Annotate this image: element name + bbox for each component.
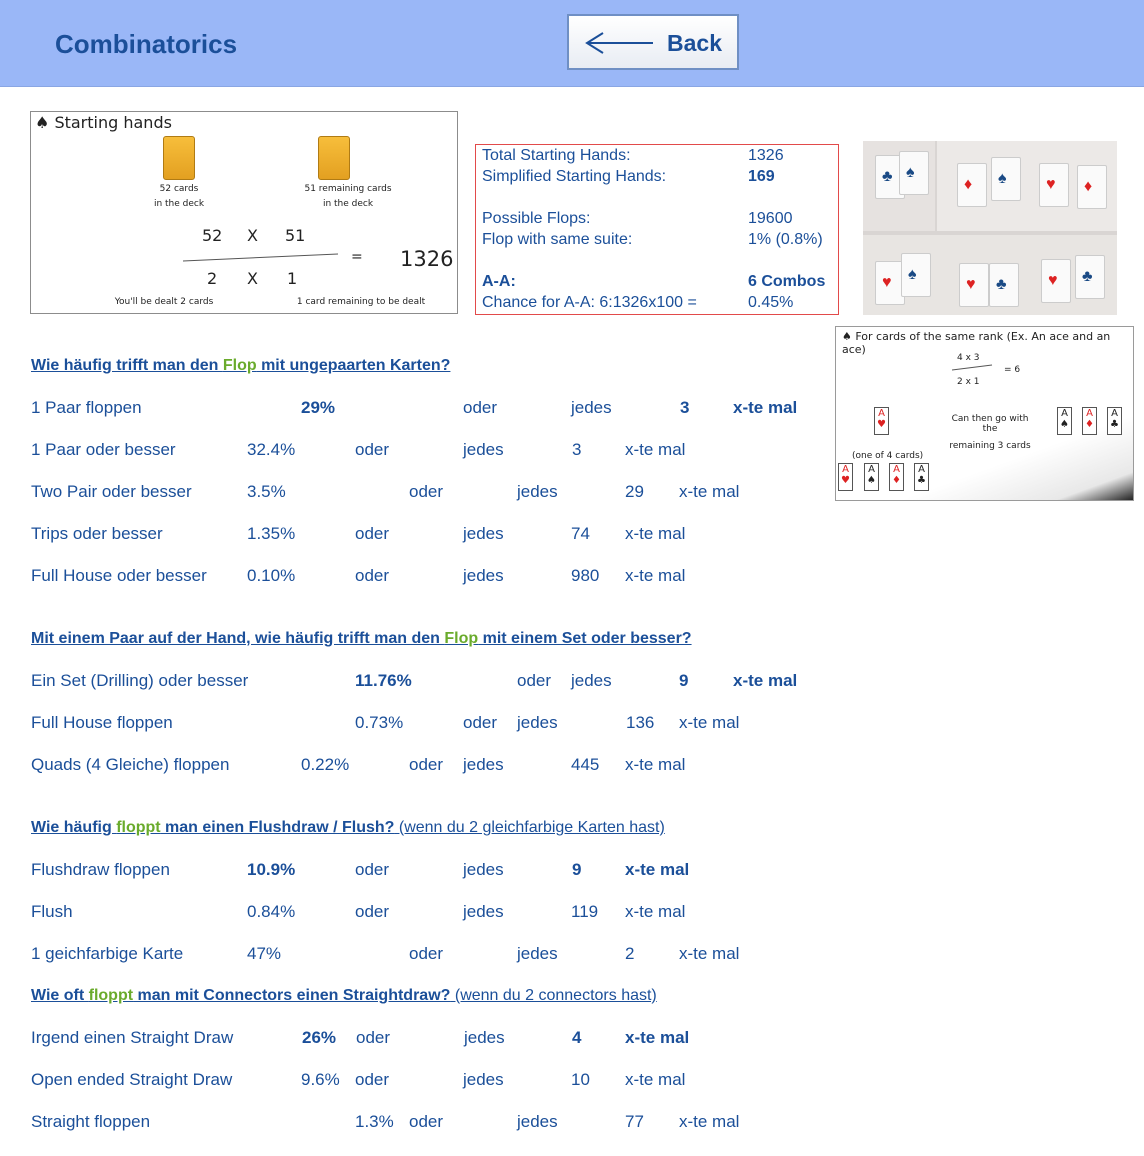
ace-card [1041, 259, 1071, 303]
ace-diamond-card: A ♦ [1082, 407, 1097, 435]
row-percent: 1.35% [247, 524, 296, 543]
row-oder: oder [355, 1070, 390, 1089]
heart-icon: ♥ [841, 475, 850, 486]
row-percent: 9.6% [301, 1070, 340, 1089]
row-label: Flushdraw floppen [31, 860, 170, 879]
same-rank-diagram [835, 326, 1134, 501]
go-with-text: Can then go with the remaining 3 cards [949, 414, 1031, 451]
row-jedes: jedes [463, 1070, 504, 1089]
row-percent: 32.4% [247, 440, 296, 459]
chance-label: Chance for A-A: 6:1326x100 = [482, 294, 697, 311]
row-times: x-te mal [625, 860, 690, 879]
same-suite-value: 1% (0.8%) [748, 231, 823, 248]
aa-label: A-A: [482, 273, 516, 290]
rank-numerator: 4 x 3 [957, 353, 980, 363]
rank-result: = 6 [1004, 365, 1021, 375]
row-jedes: jedes [517, 482, 558, 501]
row-oder: oder [355, 860, 390, 879]
row-count: 136 [626, 713, 655, 732]
row-oder: oder [355, 566, 390, 585]
row-label: 1 Paar floppen [31, 398, 142, 417]
row-percent: 11.76% [355, 671, 412, 690]
fraction-line [952, 364, 996, 372]
row-count: 74 [571, 524, 590, 543]
ace-diamond-card: A ♦ [889, 463, 904, 491]
row-jedes: jedes [517, 713, 558, 732]
row-count: 77 [625, 1112, 644, 1131]
row-jedes: jedes [517, 944, 558, 963]
row-oder: oder [463, 713, 498, 732]
row-label: Open ended Straight Draw [31, 1070, 233, 1089]
row-times: x-te mal [679, 944, 740, 963]
row-label: Flush [31, 902, 73, 921]
result-1326: 1326 [400, 247, 454, 271]
one-of-four-text: (one of 4 cards) [852, 451, 924, 461]
row-label: Irgend einen Straight Draw [31, 1028, 234, 1047]
diagram-title: Starting hands [54, 113, 172, 132]
row-times: x-te mal [733, 398, 798, 417]
spade-icon: ♠ [908, 266, 917, 283]
ace-club-card: A ♣ [1107, 407, 1122, 435]
row-times: x-te mal [625, 1070, 686, 1089]
ace-card [989, 263, 1019, 307]
simplified-value: 169 [748, 168, 775, 185]
denominator-1: 1 [287, 269, 298, 288]
numerator-51: 51 [285, 226, 306, 245]
row-oder: oder [355, 440, 390, 459]
ace-card [957, 163, 987, 207]
diamond-icon: ♦ [892, 475, 901, 486]
ace-heart-card: A ♥ [838, 463, 853, 491]
row-times: x-te mal [625, 440, 686, 459]
row-count: 3 [680, 398, 690, 417]
rank-denominator: 2 x 1 [957, 377, 980, 387]
row-percent: 3.5% [247, 482, 286, 501]
ace-card [959, 263, 989, 307]
total-label: Total Starting Hands: [482, 147, 631, 164]
row-oder: oder [409, 482, 444, 501]
row-jedes: jedes [464, 1028, 505, 1047]
section1-heading[interactable]: Wie häufig trifft man den Flop mit ungepaarten Karten? [31, 357, 451, 374]
row-oder: oder [409, 944, 444, 963]
denominator-2: 2 [207, 269, 218, 288]
spade-icon: ♠ [1060, 419, 1069, 430]
row-times: x-te mal [625, 1028, 690, 1047]
row-percent: 10.9% [247, 860, 296, 879]
ace-card [901, 253, 931, 297]
row-times: x-te mal [625, 524, 686, 543]
row-count: 2 [625, 944, 635, 963]
row-oder: oder [355, 902, 390, 921]
row-count: 3 [572, 440, 582, 459]
back-button-label: Back [667, 30, 722, 56]
row-count: 119 [571, 902, 599, 921]
ace-card [991, 157, 1021, 201]
row-times: x-te mal [625, 902, 686, 921]
row-label: 1 geichfarbige Karte [31, 944, 184, 963]
numerator-52: 52 [202, 226, 223, 245]
heart-icon: ♥ [966, 276, 976, 293]
stats-box [475, 144, 839, 315]
ace-club-card: A ♣ [914, 463, 929, 491]
times-sign: X [247, 226, 258, 245]
row-label: Full House floppen [31, 713, 173, 732]
fraction-line [183, 253, 343, 263]
heart-icon: ♥ [1048, 272, 1058, 289]
row-label: Full House oder besser [31, 566, 207, 585]
row-oder: oder [517, 671, 552, 690]
section3-heading[interactable]: Wie häufig floppt man einen Flushdraw / Flush? (wenn du 2 gleichfarbige Karten hast) [31, 819, 665, 836]
club-icon: ♣ [917, 475, 926, 486]
row-label: Trips oder besser [31, 524, 163, 543]
row-jedes: jedes [463, 860, 504, 879]
spade-icon: ♠ [35, 113, 50, 132]
row-jedes: jedes [571, 398, 612, 417]
spade-icon: ♠ [842, 330, 852, 343]
row-jedes: jedes [517, 1112, 558, 1131]
row-oder: oder [355, 524, 390, 543]
row-jedes: jedes [571, 671, 612, 690]
row-percent: 0.10% [247, 566, 296, 585]
heart-icon: ♥ [1046, 176, 1056, 193]
row-times: x-te mal [679, 482, 740, 501]
times-sign: X [247, 269, 258, 288]
row-label: Quads (4 Gleiche) floppen [31, 755, 230, 774]
row-label: Two Pair oder besser [31, 482, 192, 501]
card2-caption: 51 remaining cards in the deck [304, 184, 392, 209]
aa-value: 6 Combos [748, 273, 826, 290]
club-icon: ♣ [1082, 268, 1093, 285]
row-times: x-te mal [625, 566, 686, 585]
ace-spade-card: A ♠ [1057, 407, 1072, 435]
aces-photo-collage [863, 141, 1117, 315]
row-times: x-te mal [625, 755, 686, 774]
total-value: 1326 [748, 147, 784, 164]
ace-card [899, 151, 929, 195]
section2-heading[interactable]: Mit einem Paar auf der Hand, wie häufig trifft man den Flop mit einem Set oder besser? [31, 630, 692, 647]
ace-heart-card: A ♥ [874, 407, 889, 435]
row-percent: 0.73% [355, 713, 404, 732]
row-percent: 26% [302, 1028, 337, 1047]
arrow-left-icon [583, 30, 655, 56]
ace-spade-card: A ♠ [864, 463, 879, 491]
heart-icon: ♥ [877, 419, 886, 430]
row-oder: oder [463, 398, 498, 417]
row-count: 4 [572, 1028, 582, 1047]
diamond-icon: ♦ [1085, 419, 1094, 430]
row-jedes: jedes [463, 440, 504, 459]
row-count: 10 [571, 1070, 590, 1089]
club-icon: ♣ [996, 276, 1007, 293]
row-oder: oder [409, 1112, 444, 1131]
same-rank-title: For cards of the same rank (Ex. An ace and an ace) [842, 330, 1111, 356]
foot-left: You'll be dealt 2 cards [114, 297, 214, 307]
flops-value: 19600 [748, 210, 793, 227]
header-bar [0, 0, 1144, 87]
spade-icon: ♠ [906, 164, 915, 181]
starting-hands-diagram [30, 111, 458, 314]
spade-icon: ♠ [867, 475, 876, 486]
row-count: 29 [625, 482, 644, 501]
heart-icon: ♥ [882, 274, 892, 291]
simplified-label: Simplified Starting Hands: [482, 168, 667, 185]
row-label: Ein Set (Drilling) oder besser [31, 671, 249, 690]
diamond-icon: ♦ [964, 176, 973, 193]
row-jedes: jedes [463, 902, 504, 921]
row-jedes: jedes [463, 524, 504, 543]
row-jedes: jedes [463, 755, 504, 774]
card-icon [318, 136, 350, 180]
row-percent: 0.22% [301, 755, 350, 774]
row-label: Straight floppen [31, 1112, 151, 1131]
row-count: 9 [572, 860, 582, 879]
row-count: 9 [679, 671, 689, 690]
spade-icon: ♠ [998, 170, 1007, 187]
row-times: x-te mal [733, 671, 798, 690]
row-jedes: jedes [463, 566, 504, 585]
row-oder: oder [356, 1028, 391, 1047]
card1-caption: 52 cards in the deck [153, 184, 205, 209]
flops-label: Possible Flops: [482, 210, 591, 227]
row-percent: 1.3% [355, 1112, 394, 1131]
chance-value: 0.45% [748, 294, 794, 311]
section4-heading[interactable]: Wie oft floppt man mit Connectors einen Straightdraw? (wenn du 2 connectors hast) [31, 987, 657, 1004]
row-times: x-te mal [679, 1112, 740, 1131]
equals-sign: = [351, 249, 363, 265]
row-percent: 47% [247, 944, 282, 963]
ace-card [1077, 165, 1107, 209]
card-icon [163, 136, 195, 180]
club-icon: ♣ [1110, 419, 1119, 430]
ace-card [1039, 163, 1069, 207]
same-suite-label: Flop with same suite: [482, 231, 633, 248]
row-count: 445 [571, 755, 600, 774]
row-percent: 29% [301, 398, 336, 417]
diamond-icon: ♦ [1084, 178, 1093, 195]
row-count: 980 [571, 566, 600, 585]
row-label: 1 Paar oder besser [31, 440, 176, 459]
ace-card [1075, 255, 1105, 299]
row-oder: oder [409, 755, 444, 774]
back-button[interactable] [567, 14, 739, 70]
club-icon: ♣ [882, 168, 893, 185]
page-title: Combinatorics [55, 29, 238, 59]
foot-right: 1 card remaining to be dealt [296, 297, 426, 307]
row-percent: 0.84% [247, 902, 296, 921]
row-times: x-te mal [679, 713, 740, 732]
